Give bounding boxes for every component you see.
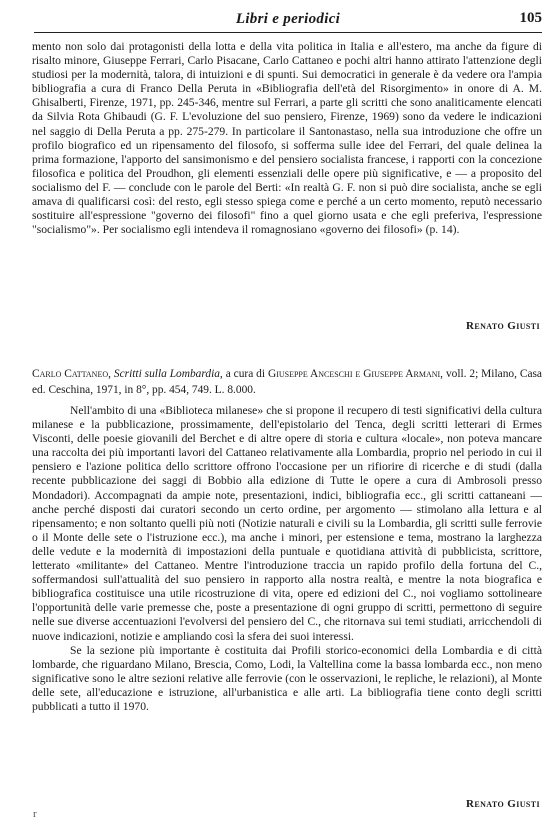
publication-details: voll. 2; Milano, Casa ed. Ceschina, 1971, in 8°, pp. 454, 749. L. 8.000. [32, 368, 542, 396]
review-two-body [32, 404, 542, 714]
book-editors: Giuseppe Anceschi e Giuseppe Armani, [267, 368, 444, 380]
footer-mark: r [33, 808, 37, 820]
book-author: Carlo Cattaneo, [32, 368, 111, 380]
review-two-paragraph-1: Nell'ambito di una «Biblioteca milanese» che si propone il recupero di testi significativi della cultura milanese e la pubblicazione, prossimamente, dell'epistolario del Tenca, degli scritti letterari di Ermes Visconti, delle poesie giovanili del Berchet e di altre opere di storia e cultura «locale», non poteva mancare una raccolta dei più importanti lavori del Cattaneo relativamente alla Lombardia, proprio nel periodo in cui il pensiero e l'azione politica dello scrittore offrono l'occasione per un rifiorire di ricerche e di studi (dalla recente pubblicazione dei saggi di Bobbio alla edizione di Tutte le opere a cura di Ambrosoli presso Mondadori). Accompagnati da ampie note, presentazioni, indici, bibliografia ecc., gli scritti cattaneani — anche perché disposti dai curatori secondo un certo ordine, per argomento — stimolano alla lettura e al ripensamento; e non soltanto quelli più noti (Notizie naturali e civili su la Lombardia, gli scritti sulle ferrovie o il Monte delle sete o l'istruzione ecc.), ma anche i minori, per estensione e tema, mostrano la larghezza delle vedute e la modernità di impostazioni della puntuale e quotidiana attività di pubblicista, scrittore, letterato «militante» del Cattaneo. Mentre l'introduzione traccia un rapido profilo della fortuna del C., soffermandosi sull'attualità del suo pensiero in rapporto alla nostra realtà, e mentre la nota biografica e bibliografica costituisce una utile ricostruzione di vita, opere ed edizioni del C., noi vogliamo sottolineare l'opportunità delle varie premesse che, poste a presentazione di ogni gruppo di scritti, permettono di seguire nelle sue diverse accentuazioni l'evolversi del pensiero del C., che ritornava sui temi studiati, arricchendoli di nuove indicazioni, notizie e ampliando così la sfera dei suoi interessi. [32, 404, 542, 643]
book-title: Scritti sulla Lombardia, [113, 368, 223, 380]
page-number: 105 [519, 10, 542, 26]
running-header [34, 10, 542, 33]
review-two-paragraph-2: Se la sezione più importante è costituita dai Profili storico-economici della Lombardia e di città lombarde, che riguardano Milano, Brescia, Como, Lodi, la Valtellina come la bassa lombarda ecc., non meno significative sono le altre sezioni relative alle ferrovie (con le osservazioni, le repliche, le relazioni), al Monte delle sete, all'educazione e istruzione, all'urbanistica e alle arti. La bibliografia tiene conto degli scritti pubblicati a tutto il 1970. [32, 643, 542, 713]
review-two-signature: Renato Giusti [466, 798, 540, 810]
review-two-heading [32, 366, 542, 398]
editors-prefix: a cura di [225, 368, 266, 380]
review-one [32, 40, 542, 237]
review-one-text: mento non solo dai protagonisti della lotta e della vita politica in Italia e all'estero, ma anche da figure di risalto minore, Giuseppe Ferrari, Carlo Pisacane, Carlo Cattaneo e pochi altri hanno attirato l'attenzione degli studiosi per la modernità, talora, di intuizioni e di spunti. Sui democratici in generale è da vedere ora l'ampia bibliografia a cura di Franco Della Peruta in «Bibliografia dell'età del Risorgimento» in onore di A. M. Ghisalberti, Firenze, 1971, pp. 245-346, mentre sul Ferrari, a parte gli scritti che sono analiticamente elencati da Silvia Rota Ghibaudi (G. F. L'evoluzione del suo pensiero, Firenze, 1969) sono da vedere le indicazioni nel saggio di Della Peruta a pp. 275-279. In particolare il Santonastaso, nella sua introduzione che offre un profilo biografico ed un ripensamento del filosofo, si sofferma sulle idee del Ferrari, del quale delinea la prima formazione, l'apporto del sansimonismo e del pensiero socialista francese, i rapporti con la concezione filosofica e politica del Proudhon, gli elementi essenziali delle opere più significative, e — a proposito del socialismo del F. — conclude con le parole del Berti: «In realtà G. F. non si può dire socialista, anche se egli amava di qualificarsi così: del resto, egli stesso spiega come e perché a un certo momento, reputò necessario sostituire all'espressione "governo dei filosofi" fino a quel giorno usata e che egli preferiva, l'espressione "socialismo"». Per socialismo egli intendeva il romagnosiano «governo dei filosofi» (p. 14). [32, 40, 542, 237]
review-one-signature: Renato Giusti [466, 320, 540, 332]
section-title: Libri e periodici [235, 11, 341, 27]
